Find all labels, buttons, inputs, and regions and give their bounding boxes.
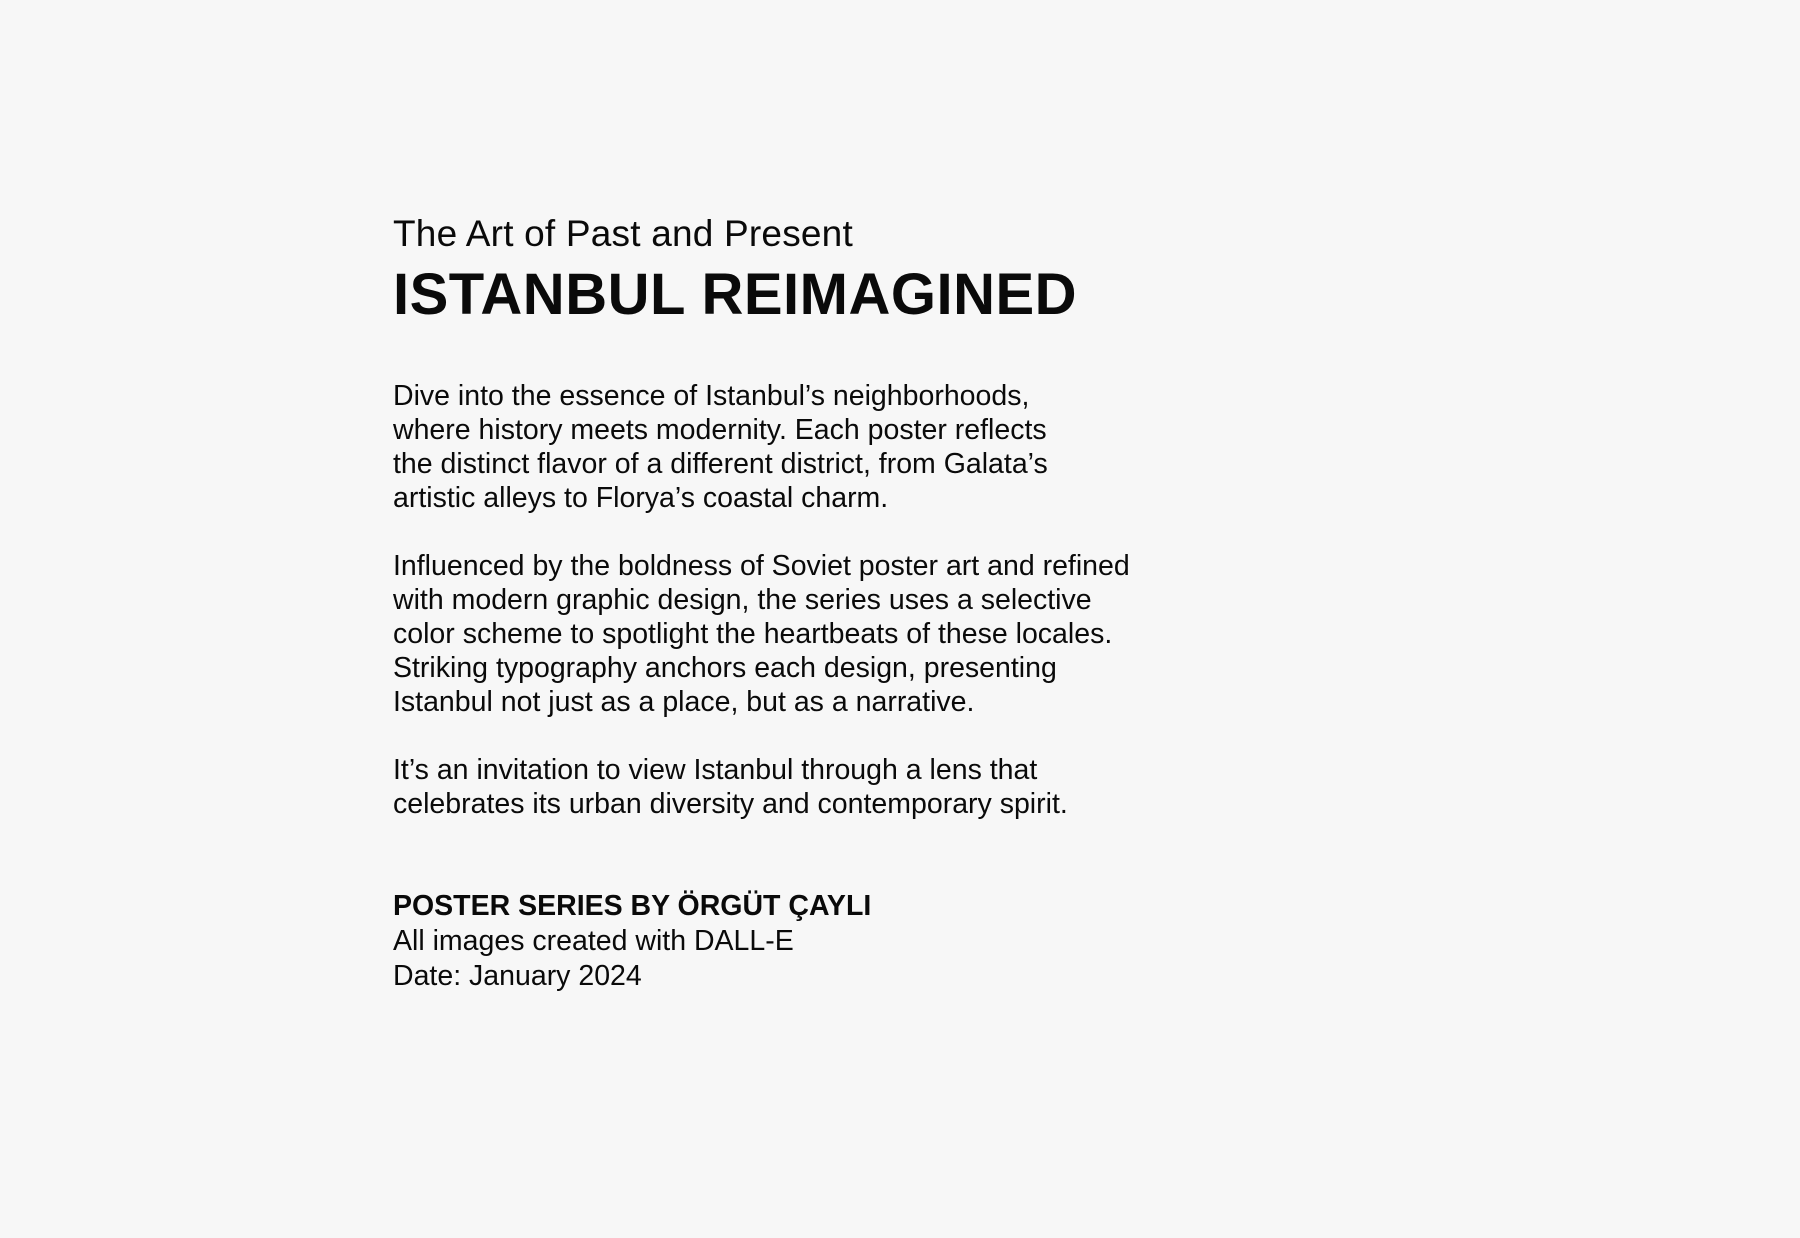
paragraph-line: Influenced by the boldness of Soviet poster art and refined (393, 550, 1130, 582)
description (393, 379, 1353, 821)
paragraph-line: It’s an invitation to view Istanbul through a lens that (393, 754, 1038, 786)
author-credit: POSTER SERIES BY ÖRGÜT ÇAYLI (393, 890, 872, 922)
paragraph-line: where history meets modernity. Each poster reflects (393, 414, 1047, 446)
paragraph-line: Dive into the essence of Istanbul’s neighborhoods, (393, 380, 1030, 412)
page-title: ISTANBUL REIMAGINED (393, 262, 1078, 327)
paragraph-line: with modern graphic design, the series uses a selective (393, 584, 1092, 616)
paragraph-influence (393, 549, 1293, 719)
paragraph-line: celebrates its urban diversity and contemporary spirit. (393, 788, 1068, 820)
paragraph-line: color scheme to spotlight the heartbeats of these locales. (393, 618, 1113, 650)
paragraph-line: artistic alleys to Florya’s coastal charm. (393, 482, 889, 514)
paragraph-line: Striking typography anchors each design, presenting (393, 652, 1057, 684)
paragraph-intro (393, 379, 1293, 515)
paragraph-invitation (393, 753, 1293, 821)
credits (393, 889, 1353, 994)
date-credit: Date: January 2024 (393, 960, 642, 992)
tool-credit: All images created with DALL-E (393, 925, 794, 957)
document-content (393, 210, 1353, 994)
page-subtitle: The Art of Past and Present (393, 213, 853, 254)
paragraph-line: Istanbul not just as a place, but as a narrative. (393, 686, 975, 718)
paragraph-line: the distinct flavor of a different district, from Galata’s (393, 448, 1048, 480)
